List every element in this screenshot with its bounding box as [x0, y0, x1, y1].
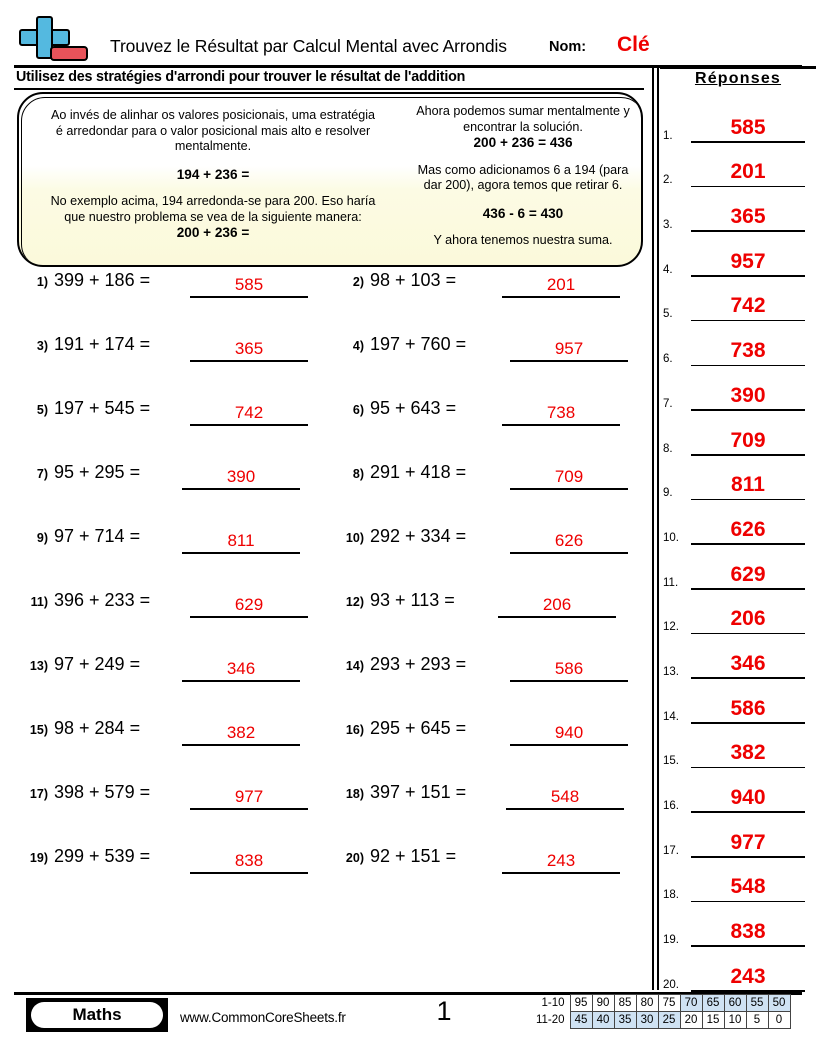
- answer-blank[interactable]: [510, 716, 628, 746]
- answer-blank-rule: [190, 296, 308, 298]
- problem-item: [14, 332, 322, 372]
- answer-blank-rule: [182, 488, 300, 490]
- example-text: Y ahora tenemos nuestra suma.: [433, 233, 613, 247]
- answer-row-value: 940: [730, 786, 766, 809]
- answer-row-rule: [691, 588, 805, 590]
- answer-row-number: 19.: [663, 934, 679, 947]
- answer-row[interactable]: [660, 145, 816, 190]
- problem-number: 6): [352, 403, 364, 417]
- answer-row-value: 382: [730, 741, 766, 765]
- answer-row[interactable]: [660, 234, 816, 279]
- answer-row-value: 957: [730, 249, 766, 273]
- problem-number: 13): [29, 659, 48, 673]
- scale-cell: 20: [680, 1012, 702, 1029]
- answer-row[interactable]: [660, 547, 816, 592]
- problem-expression: 292 + 334 =: [370, 526, 467, 546]
- scale-cell: 10: [724, 1012, 746, 1029]
- grading-scale-table: [528, 994, 791, 1029]
- scale-cell: 30: [636, 1012, 658, 1029]
- answer-blank-rule: [190, 424, 308, 426]
- answer-blank-rule: [182, 680, 300, 682]
- answer-column-divider-outer: [652, 66, 654, 990]
- example-box: [17, 92, 643, 267]
- problem-answer: 629: [234, 595, 264, 614]
- scale-cell: 65: [702, 995, 724, 1012]
- problem-item: [330, 844, 638, 884]
- answer-row-number: 8.: [663, 442, 673, 455]
- answer-row-rule: [691, 275, 805, 277]
- answer-blank[interactable]: [190, 396, 308, 426]
- scale-table: [528, 994, 791, 1029]
- problem-expression: 98 + 103 =: [370, 270, 457, 290]
- answer-row-rule: [691, 811, 805, 813]
- minus-bar: [50, 46, 88, 61]
- problem-row: [0, 780, 648, 844]
- example-text: Ao invés de alinhar os valores posicionais, uma estratégia: [50, 108, 376, 122]
- problem-expression: 95 + 643 =: [370, 398, 457, 418]
- problem-list: [0, 268, 648, 908]
- answer-row[interactable]: [660, 770, 816, 815]
- example-equation: 200 + 236 = 436: [473, 135, 573, 150]
- answer-row-value: 548: [730, 875, 766, 899]
- problem-expression: 397 + 151 =: [370, 782, 467, 802]
- answer-row-number: 2.: [663, 174, 673, 187]
- problem-answer: 940: [554, 723, 584, 742]
- problem-number: 10): [345, 531, 364, 545]
- example-text: dar 200), agora temos que retirar 6.: [423, 178, 623, 192]
- problem-answer: 346: [226, 659, 256, 678]
- answer-header-divider: [660, 66, 816, 69]
- example-text: No exemplo acima, 194 arredonda-se para 200. Eso haría: [50, 194, 376, 208]
- page-title: Trouvez le Résultat par Calcul Mental avec Arrondis: [110, 36, 507, 56]
- answer-blank[interactable]: [510, 524, 628, 554]
- problem-answer: 742: [234, 403, 264, 422]
- answer-blank-rule: [506, 808, 624, 810]
- problem-expression: 399 + 186 =: [54, 270, 151, 290]
- answer-row-rule: [691, 409, 805, 411]
- answer-blank-rule: [510, 552, 628, 554]
- problem-answer: 390: [226, 467, 256, 486]
- answer-row-number: 9.: [663, 487, 673, 500]
- problem-number: 7): [36, 467, 48, 481]
- answer-row-rule: [691, 677, 805, 679]
- problem-item: [14, 396, 322, 436]
- problem-row: [0, 524, 648, 588]
- scale-cell: 90: [592, 995, 614, 1012]
- answer-row-number: 15.: [663, 755, 679, 768]
- answer-row-number: 4.: [663, 263, 673, 276]
- answer-blank[interactable]: [506, 780, 624, 810]
- answer-row-rule: [691, 186, 805, 188]
- scale-cell: 25: [658, 1012, 680, 1029]
- answer-blank[interactable]: [182, 524, 300, 554]
- answer-row[interactable]: [660, 681, 816, 726]
- answer-row-value: 977: [730, 830, 766, 854]
- problem-expression: 295 + 645 =: [370, 718, 467, 738]
- instruction-divider: [14, 88, 644, 90]
- problem-expression: 98 + 284 =: [54, 718, 141, 738]
- answer-row-number: 13.: [663, 665, 679, 678]
- problem-row: [0, 652, 648, 716]
- answer-row-value: 738: [730, 339, 766, 363]
- problem-expression: 97 + 714 =: [54, 526, 141, 546]
- answer-row-number: 7.: [663, 397, 673, 410]
- problem-expression: 191 + 174 =: [54, 334, 151, 354]
- answer-row-value: 838: [730, 920, 766, 944]
- example-equation: 194 + 236 =: [176, 166, 250, 182]
- answer-row-rule: [691, 945, 805, 947]
- page-number: 1: [436, 996, 452, 1026]
- answer-blank-rule: [510, 488, 628, 490]
- example-text: encontrar la solución.: [463, 119, 583, 134]
- problem-number: 20): [345, 851, 364, 865]
- example-text: Ahora podemos sumar mentalmente y: [416, 104, 630, 118]
- answer-row-rule: [691, 365, 805, 367]
- problem-number: 18): [345, 787, 364, 801]
- answer-row-number: 17.: [663, 844, 679, 857]
- scale-cell: 95: [570, 995, 592, 1012]
- problem-expression: 293 + 293 =: [370, 654, 467, 674]
- problem-answer: 738: [546, 403, 576, 422]
- example-equation: 436 - 6 = 430: [482, 205, 564, 221]
- answer-row-value: 586: [730, 696, 766, 720]
- example-spacer: [25, 155, 401, 167]
- answer-blank[interactable]: [190, 588, 308, 618]
- problem-item: [330, 780, 638, 820]
- problem-answer: 838: [234, 851, 264, 870]
- answer-blank-rule: [502, 872, 620, 874]
- scale-row: [528, 995, 790, 1012]
- answer-blank[interactable]: [502, 268, 620, 298]
- answer-column-divider-inner: [657, 66, 659, 990]
- subject-badge: [26, 998, 168, 1032]
- answer-row-rule: [691, 543, 805, 545]
- problem-item: [330, 268, 638, 308]
- answer-row[interactable]: [660, 636, 816, 681]
- problem-row: [0, 588, 648, 652]
- scale-cell: 75: [658, 995, 680, 1012]
- answer-blank[interactable]: [498, 588, 616, 618]
- problem-answer: 548: [550, 787, 580, 806]
- example-spacer: [25, 182, 401, 194]
- scale-cell: 70: [680, 995, 702, 1012]
- answer-blank[interactable]: [182, 716, 300, 746]
- problem-number: 5): [36, 403, 48, 417]
- answer-blank-rule: [502, 296, 620, 298]
- answer-blank[interactable]: [190, 844, 308, 874]
- example-text: que nuestro problema se vea de la siguiente manera:: [64, 209, 362, 224]
- name-value: Clé: [617, 33, 650, 56]
- example-text: mentalmente.: [174, 139, 252, 153]
- name-label: Nom:: [549, 39, 587, 55]
- answer-blank[interactable]: [182, 460, 300, 490]
- scale-cell: 80: [636, 995, 658, 1012]
- answer-row-number: 5.: [663, 308, 673, 321]
- problem-number: 3): [36, 339, 48, 353]
- answer-row-rule: [691, 901, 805, 903]
- answer-row-rule: [691, 633, 805, 635]
- scale-cell: 35: [614, 1012, 636, 1029]
- problem-expression: 299 + 539 =: [54, 846, 151, 866]
- answer-row-rule: [691, 722, 805, 724]
- problem-answer: 626: [554, 531, 584, 550]
- answer-row-value: 206: [730, 607, 766, 631]
- answer-blank[interactable]: [182, 652, 300, 682]
- answer-row[interactable]: [660, 904, 816, 949]
- problem-item: [14, 780, 322, 820]
- subject-badge-label: Maths: [31, 1002, 163, 1028]
- answer-row[interactable]: [660, 189, 816, 234]
- answer-blank-rule: [510, 680, 628, 682]
- problem-item: [14, 716, 322, 756]
- answer-blank-rule: [182, 552, 300, 554]
- answer-blank-rule: [510, 744, 628, 746]
- answer-blank-rule: [190, 872, 308, 874]
- answer-row-value: 585: [730, 115, 766, 139]
- problem-number: 19): [29, 851, 48, 865]
- problem-number: 4): [352, 339, 364, 353]
- answer-row-value: 742: [730, 294, 766, 318]
- problem-answer: 586: [554, 659, 584, 678]
- problem-expression: 197 + 545 =: [54, 398, 151, 418]
- problem-expression: 396 + 233 =: [54, 590, 151, 610]
- problem-answer: 382: [226, 723, 256, 742]
- problem-row: [0, 396, 648, 460]
- scale-cell: 15: [702, 1012, 724, 1029]
- problem-number: 15): [29, 723, 48, 737]
- answer-blank[interactable]: [190, 268, 308, 298]
- answer-blank[interactable]: [190, 332, 308, 362]
- problem-number: 11): [30, 595, 48, 609]
- answer-row[interactable]: [660, 279, 816, 324]
- answer-row-value: 629: [730, 562, 766, 586]
- answer-row[interactable]: [660, 592, 816, 637]
- answers-heading: Réponses: [694, 70, 782, 87]
- problem-row: [0, 332, 648, 396]
- scale-cell: 50: [768, 995, 790, 1012]
- scale-row-label: 11-20: [535, 1014, 565, 1026]
- scale-row-label: 1-10: [541, 997, 565, 1009]
- answer-row[interactable]: [660, 458, 816, 503]
- answer-row[interactable]: [660, 949, 816, 994]
- problem-expression: 95 + 295 =: [54, 462, 141, 482]
- problem-answer: 585: [234, 275, 264, 294]
- problem-number: 2): [352, 275, 364, 289]
- scale-cell: 0: [768, 1012, 790, 1029]
- example-spacer: [405, 221, 641, 233]
- problem-row: [0, 716, 648, 780]
- problem-expression: 197 + 760 =: [370, 334, 467, 354]
- answer-row-rule: [691, 230, 805, 232]
- problem-item: [14, 588, 322, 628]
- answer-row-rule: [691, 767, 805, 769]
- answer-row[interactable]: [660, 860, 816, 905]
- answer-row-number: 16.: [663, 800, 679, 812]
- answer-row-number: 20.: [663, 978, 679, 991]
- answer-blank-rule: [190, 360, 308, 362]
- answer-row-value: 365: [730, 205, 766, 229]
- problem-item: [330, 588, 638, 628]
- scale-cell: 45: [570, 1012, 592, 1029]
- problem-item: [330, 716, 638, 756]
- problem-answer: 977: [234, 787, 264, 806]
- problem-answer: 365: [234, 339, 264, 358]
- problem-number: 8): [352, 467, 364, 481]
- answer-row-rule: [691, 856, 805, 858]
- answer-row-rule: [691, 141, 805, 143]
- problem-answer: 206: [542, 595, 572, 614]
- answer-blank[interactable]: [190, 780, 308, 810]
- answer-blank-rule: [502, 424, 620, 426]
- answer-row[interactable]: [660, 815, 816, 860]
- problem-row: [0, 460, 648, 524]
- answer-row-number: 14.: [663, 710, 679, 723]
- answer-row-rule: [691, 454, 805, 456]
- answer-row[interactable]: [660, 368, 816, 413]
- scale-cell: 5: [746, 1012, 768, 1029]
- answer-blank[interactable]: [510, 332, 628, 362]
- problem-item: [330, 524, 638, 564]
- answer-row-value: 201: [730, 160, 766, 184]
- answers-list: [660, 100, 816, 994]
- scale-row: [528, 1012, 790, 1029]
- answer-row-value: 346: [730, 651, 766, 675]
- problem-expression: 97 + 249 =: [54, 654, 141, 674]
- problem-item: [330, 652, 638, 692]
- problem-item: [14, 652, 322, 692]
- example-equation: 200 + 236 =: [176, 225, 250, 240]
- problem-item: [14, 460, 322, 500]
- problem-item: [330, 460, 638, 500]
- answer-row-number: 6.: [663, 353, 673, 366]
- problem-item: [14, 268, 322, 308]
- problem-item: [330, 396, 638, 436]
- problem-expression: 92 + 151 =: [370, 846, 457, 866]
- example-right-column: [405, 94, 641, 249]
- problem-number: 14): [345, 659, 364, 673]
- problem-answer: 811: [227, 531, 255, 550]
- answer-blank-rule: [190, 616, 308, 618]
- problem-item: [14, 844, 322, 884]
- answer-row-value: 811: [731, 473, 765, 497]
- problem-row: [0, 268, 648, 332]
- problem-number: 17): [29, 787, 48, 801]
- answer-blank-rule: [498, 616, 616, 618]
- problem-expression: 398 + 579 =: [54, 782, 151, 802]
- problem-expression: 291 + 418 =: [370, 462, 467, 482]
- answer-row-number: 11.: [663, 576, 679, 589]
- answer-blank-rule: [190, 808, 308, 810]
- answer-row-number: 1.: [663, 129, 673, 142]
- plus-minus-icon: [14, 16, 86, 66]
- example-text: é arredondar para o valor posicional mais alto e resolver: [55, 123, 371, 138]
- problem-row: [0, 844, 648, 908]
- answer-blank[interactable]: [502, 844, 620, 874]
- answer-row-rule: [691, 499, 805, 501]
- problem-expression: 93 + 113 =: [370, 590, 455, 610]
- answer-row[interactable]: [660, 100, 816, 145]
- answer-blank[interactable]: [510, 652, 628, 682]
- answer-blank[interactable]: [502, 396, 620, 426]
- answer-row-value: 243: [730, 964, 766, 988]
- scale-cell: 60: [724, 995, 746, 1012]
- problem-item: [14, 524, 322, 564]
- scale-cell: 85: [614, 995, 636, 1012]
- answer-row[interactable]: [660, 413, 816, 458]
- problem-number: 12): [345, 595, 364, 609]
- answer-row-value: 390: [730, 383, 766, 407]
- answer-row-value: 709: [730, 428, 766, 452]
- example-text: Mas como adicionamos 6 a 194 (para: [417, 162, 629, 177]
- answer-row-number: 10.: [663, 531, 679, 544]
- answer-row-number: 18.: [663, 889, 679, 902]
- problem-number: 16): [345, 723, 364, 737]
- problem-number: 9): [36, 531, 48, 545]
- example-left-column: [25, 94, 401, 241]
- problem-answer: 243: [546, 851, 576, 870]
- website-url: www.CommonCoreSheets.fr: [180, 1010, 346, 1025]
- answer-row[interactable]: [660, 323, 816, 368]
- problem-answer: 957: [554, 339, 584, 358]
- problem-answer: 201: [546, 275, 576, 294]
- scale-cell: 55: [746, 995, 768, 1012]
- scale-cell: 40: [592, 1012, 614, 1029]
- answer-blank-rule: [510, 360, 628, 362]
- problem-answer: 709: [554, 467, 584, 486]
- problem-number: 1): [36, 275, 48, 289]
- page-header: [0, 0, 816, 68]
- answer-blank[interactable]: [510, 460, 628, 490]
- answer-row[interactable]: [660, 726, 816, 771]
- example-spacer: [405, 151, 641, 163]
- answer-row-rule: [691, 320, 805, 322]
- answer-row-number: 3.: [663, 219, 673, 232]
- example-spacer: [405, 194, 641, 206]
- answer-row-value: 626: [730, 517, 766, 541]
- answer-row-number: 12.: [663, 621, 679, 634]
- problem-item: [330, 332, 638, 372]
- answer-blank-rule: [182, 744, 300, 746]
- answer-row[interactable]: [660, 502, 816, 547]
- instruction-text: Utilisez des stratégies d'arrondi pour trouver le résultat de l'addition: [16, 69, 466, 85]
